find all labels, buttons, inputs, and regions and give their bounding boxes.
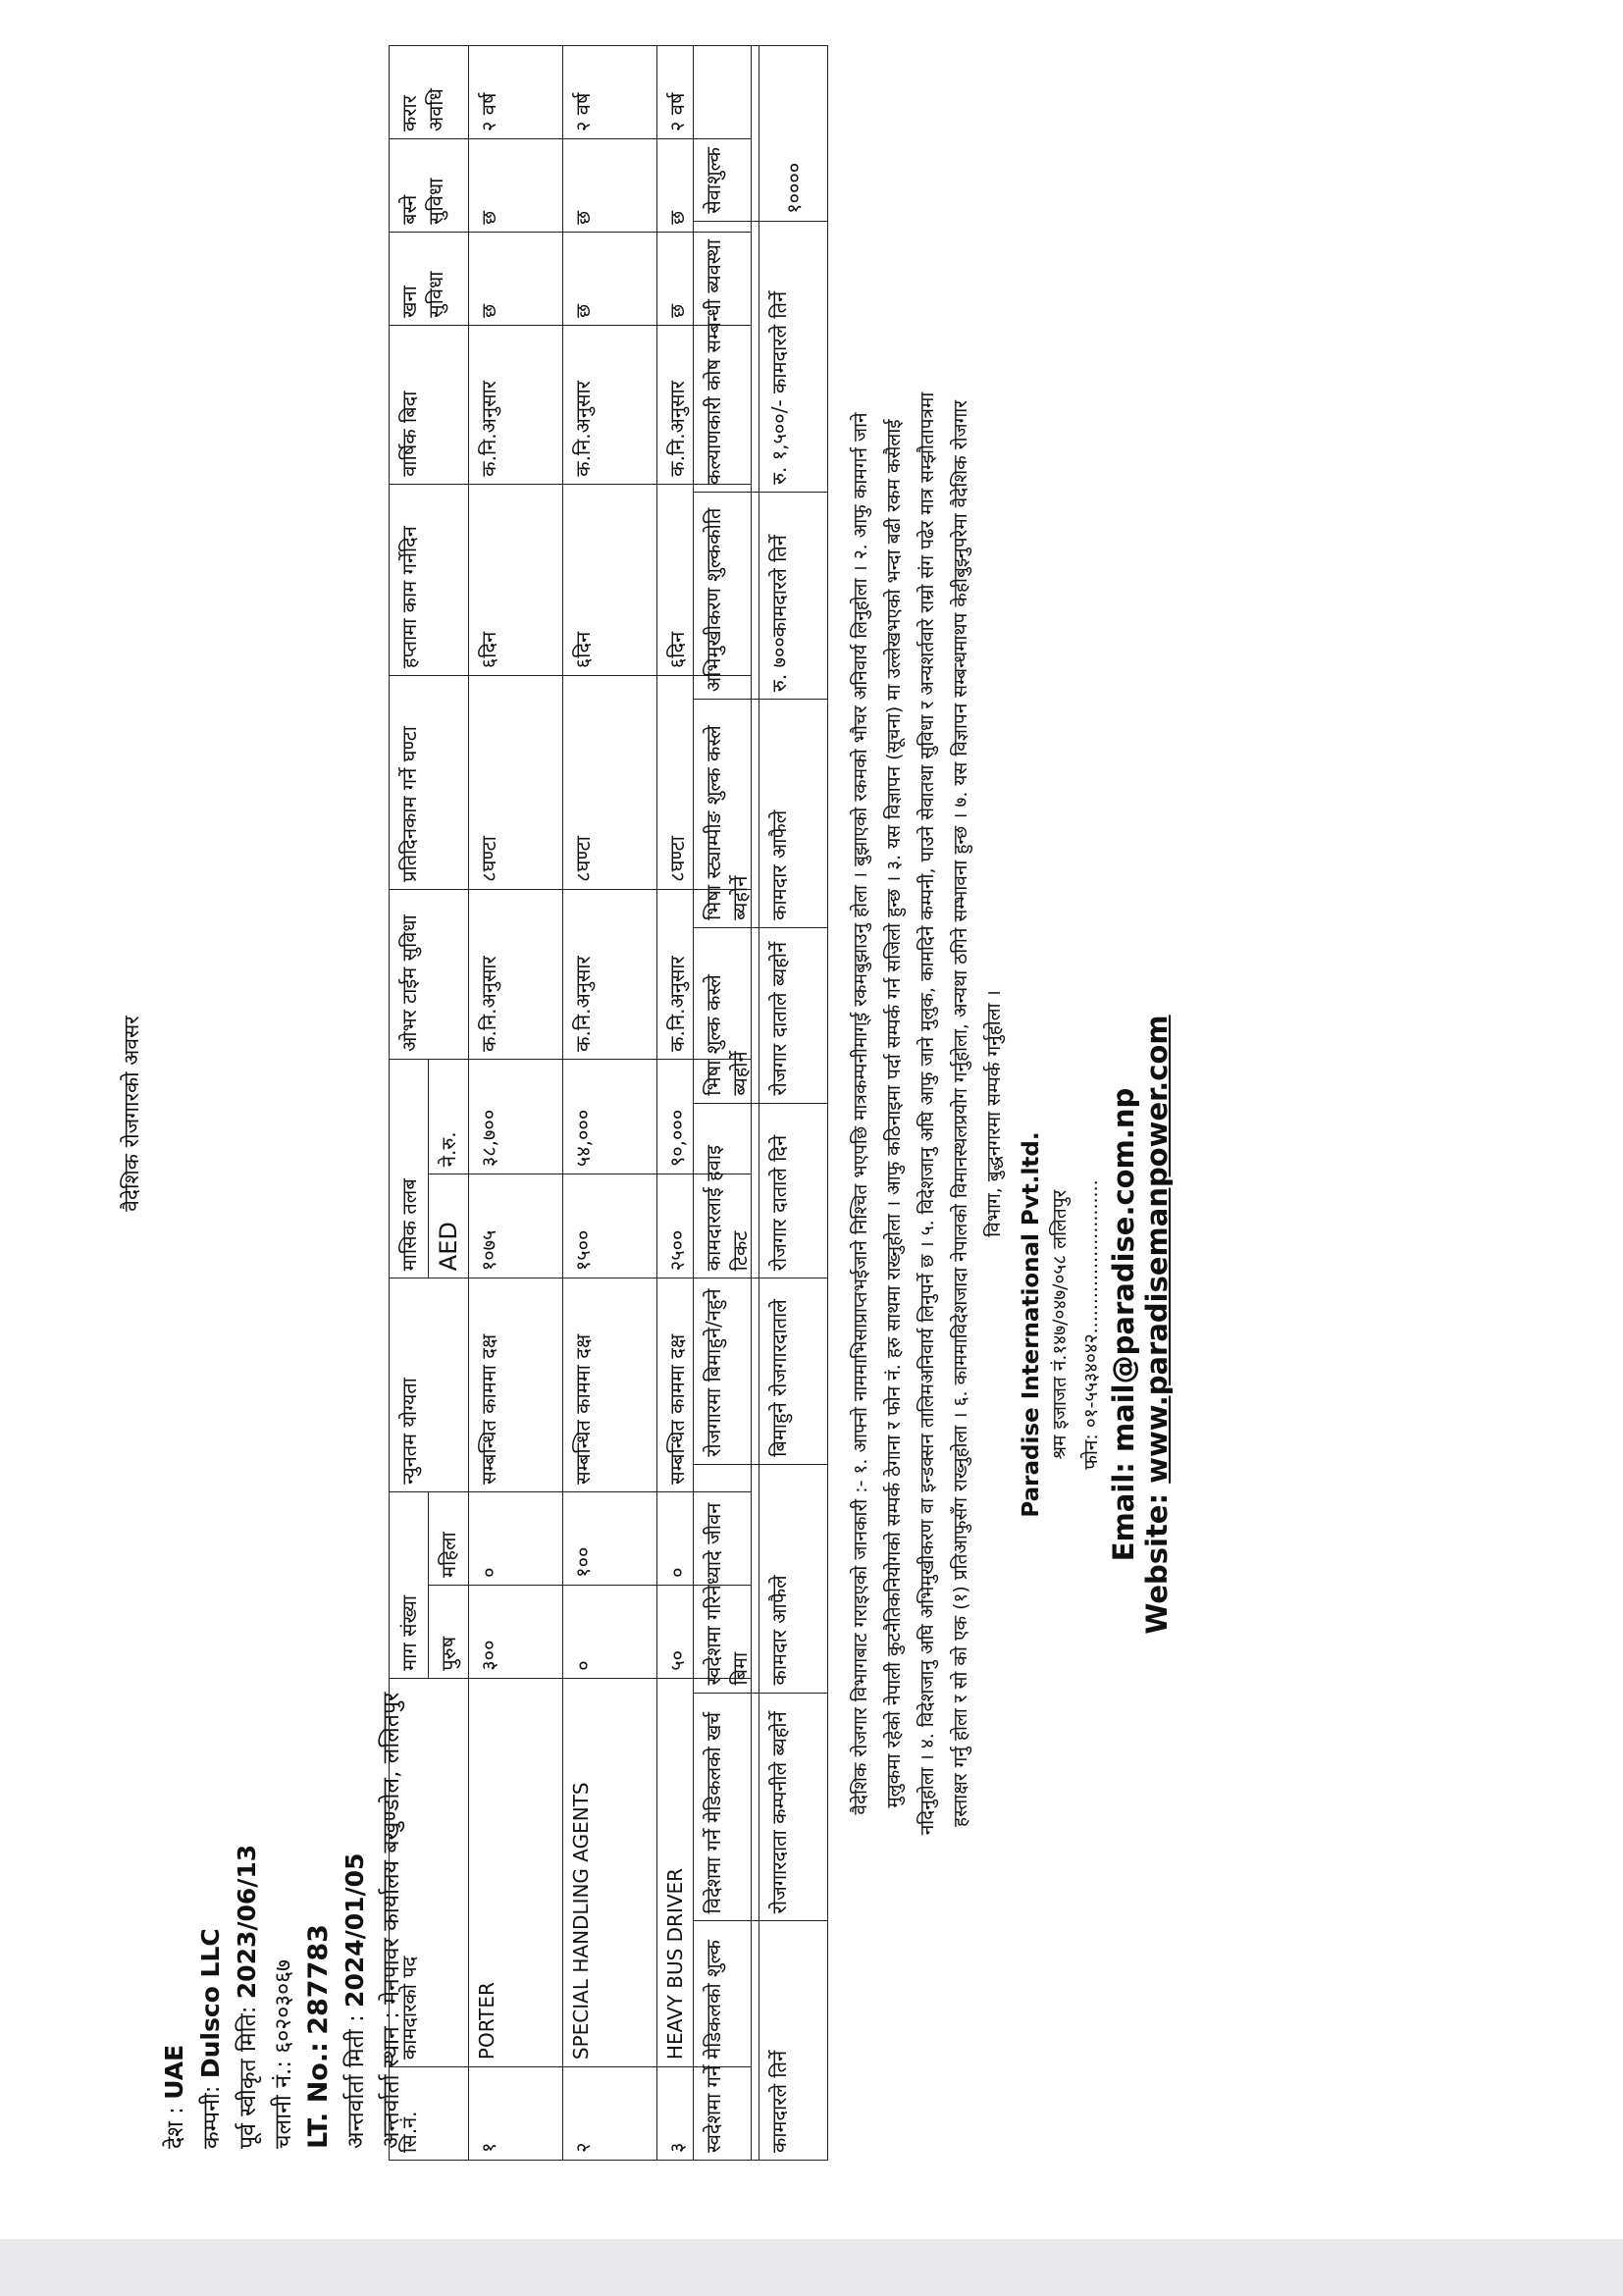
cell-accommodation: छ (657, 139, 752, 233)
cell-npr: ५४,००० (563, 1059, 657, 1174)
cell-female: १०० (563, 1491, 657, 1585)
company-name: Paradise International Pvt.ltd. (1019, 1131, 1044, 1518)
cell-female: ० (657, 1491, 752, 1585)
fee-cell-visa-fee: रोजगार दाताले ब्यहोर्ने (759, 927, 828, 1103)
cell-aed: १५०० (563, 1174, 657, 1278)
th-food: खना सुविधा (390, 232, 469, 325)
pre-approval-date: 2023/06/13 (233, 1844, 261, 2000)
cell-contract: २ वर्ष (469, 46, 563, 139)
fee-th-air-ticket: कामदारलाई हवाइ टिकट (694, 1103, 759, 1278)
cell-weekly-days: ६दिन (657, 484, 752, 675)
cell-qualification: सम्बन्धित काममा दक्ष (657, 1278, 752, 1492)
cell-qualification: सम्बन्धित काममा दक्ष (563, 1278, 657, 1492)
cell-annual-leave: क.नि.अनुसार (563, 325, 657, 484)
cell-position: SPECIAL HANDLING AGENTS (563, 1678, 657, 2066)
cell-aed: १०७५ (469, 1174, 563, 1278)
country-line: देश : UAE (160, 2044, 188, 2149)
cell-weekly-days: ६दिन (469, 484, 563, 675)
cell-food: छ (563, 232, 657, 325)
note-line: वैदेशिक रोजगार विभागबाट गराइएको जानकारी :- १. आफ्नो नाममाभिसाप्राप्तभईजाने निश्चित भएपछि मात्रकम्पनीमाग्ई रकमबुझाउनु होला । बुझाएको रकमको भौचर अनिवार्य लिनुहोला । २. आफु कामगर्न जाने (850, 412, 871, 1815)
company-value: Dulsco LLC (196, 1928, 225, 2079)
job-table-header-row (390, 46, 429, 2161)
cell-male: ५० (657, 1585, 752, 1678)
cell-female: ० (469, 1491, 563, 1585)
company-line: कम्पनी: Dulsco LLC (196, 1928, 225, 2149)
website-label: Website: (1140, 1492, 1174, 1635)
notes-block (844, 59, 1011, 2168)
company-block (1019, 893, 1174, 1756)
fee-cell-visa-stamping: कामदार आफैले (759, 700, 828, 928)
cell-daily-hours: ८घण्टा (657, 676, 752, 890)
cell-food: छ (469, 232, 563, 325)
job-row (563, 46, 657, 2161)
cell-aed: २५०० (657, 1174, 752, 1278)
th-aed: AED (429, 1174, 469, 1278)
note-line: मुलुकमा रहेको नेपाली कुटनैतिकनियोगको सम्पर्क ठेगाना र फोन नं. हरु साथमा राख्नुहोला । आफु कठिनाइमा पर्दा सम्पर्क गर्न सजिलो हुन्छ । ३. यस विज्ञापन (सूचना) मा उल्लेखभएको भन्दा बढी रकम कसैलाई (883, 419, 905, 1808)
cell-overtime: क.नि.अनुसार (563, 889, 657, 1059)
cell-sn: १ (469, 2067, 563, 2161)
fee-cell-life-insurance: कामदार आफैले (759, 1464, 828, 1693)
email-address: Email: mail@paradise.com.np (1107, 1087, 1140, 1562)
fee-table-header-row (694, 46, 759, 2161)
lt-number: 287783 (303, 1924, 334, 2035)
th-contract: करार अवधि (390, 46, 469, 139)
document-title: वैदेशिक रोजगारको अवसर (120, 1016, 143, 1212)
th-sn: सि.नं. (390, 2067, 469, 2161)
cell-male: ० (563, 1585, 657, 1678)
note-line: विभाग, बुद्धनगरमा सम्पर्क गर्नुहोला । (983, 990, 1005, 1237)
th-overtime: ओभर टाईम सुविधा (390, 889, 469, 1059)
fee-th-service-charge: सेवाशुल्क (694, 46, 759, 222)
fee-cell-abroad-medical: रोजगारदाता कम्पनीले ब्यहोर्ने (759, 1693, 828, 1921)
interview-place: मेनपावर कार्यालय बखुण्डोल, ललितपुर (379, 1692, 404, 2005)
note-line: हस्ताक्षर गर्नु होला र सो को एक (१) प्रतिआफुसँग राख्नुहोला । ६. काममाविदेशजादा नेपालको विमानस्थलप्रयोग गर्नुहोला, अन्यथा ठगिने सम्भावना हुन्छ । ७. यस विज्ञापन सम्बन्धमाथप केहीबुझ्नुपरेमा वैदेशिक रोजगार (950, 400, 971, 1828)
cell-position: HEAVY BUS DRIVER (657, 1678, 752, 2066)
cell-position: PORTER (469, 1678, 563, 2066)
interview-date-line: अन्तर्वार्ता मिती : 2024/01/05 (340, 1852, 369, 2149)
fee-cell-orientation: रु. ७००कामदारले तिर्ने (759, 492, 828, 699)
fee-th-visa-stamping: भिषा स्ट्याम्पीङ शुल्क कस्ले ब्यहोर्ने (694, 700, 759, 928)
header-block (157, 1693, 409, 2149)
th-daily-hours: प्रतिदिनकाम गर्ने घण्टा (390, 676, 469, 890)
cell-overtime: क.नि.अनुसार (657, 889, 752, 1059)
th-weekly-days: हप्तामा काम गर्नेदिन (390, 484, 469, 675)
fee-cell-service-charge: १०००० (759, 46, 828, 222)
cell-npr: ९०,००० (657, 1059, 752, 1174)
fee-th-abroad-medical: विदेशमा गर्ने मेडिकलको खर्च (694, 1693, 759, 1921)
phone-number: फोन: ०१-५५३४०४२.......................... (1080, 1179, 1102, 1470)
cell-daily-hours: ८घण्टा (563, 676, 657, 890)
dispatch-number: ६०२०३०६७ (271, 1958, 296, 2054)
note-line: नदिनुहोला । ४. विदेशजानु अघि अभिमुखीकरण वा इन्डक्सन तालिमअनिवार्य लिनुपर्ने छ । ५. विदेशजानु अघि आफु जाने मुलुक, कामदिने कम्पनी, पाउने सेवातथा सुविधा र अन्यशर्तवारे राम्रो संग पढेर मात्र सम्झौतापत्रमा (916, 391, 938, 1836)
website-link[interactable]: www.paradisemanpower.com (1140, 1015, 1174, 1484)
cell-annual-leave: क.नि.अनुसार (657, 325, 752, 484)
fee-th-orientation: अभिमुखीकरण शुल्ककोति (694, 492, 759, 699)
rotated-sheet (118, 39, 1207, 2188)
job-row (469, 46, 563, 2161)
cell-qualification: सम्बन्धित काममा दक्ष (469, 1278, 563, 1492)
cell-npr: ३८,७०० (469, 1059, 563, 1174)
cell-contract: २ वर्ष (563, 46, 657, 139)
lt-line: LT. No.: 287783 (303, 1924, 334, 2149)
interview-place-line: अन्तर्वार्ता स्थान : मेनपावर कार्यालय बखुण्डोल, ललितपुर (379, 1692, 404, 2149)
page-bottom-strip (0, 2239, 1623, 2296)
th-npr: ने.रु. (429, 1059, 469, 1174)
cell-contract: २ वर्ष (657, 46, 752, 139)
cell-annual-leave: क.नि.अनुसार (469, 325, 563, 484)
cell-food: छ (657, 232, 752, 325)
th-qualification: न्युनतम योग्यता (390, 1278, 469, 1492)
cell-weekly-days: ६दिन (563, 484, 657, 675)
cell-male: ३०० (469, 1585, 563, 1678)
th-female: महिला (429, 1491, 469, 1585)
th-accommodation: बस्ने सुविधा (390, 139, 469, 233)
pre-approval-line: पूर्व स्वीकृत मिति: 2023/06/13 (233, 1844, 261, 2149)
cell-sn: २ (563, 2067, 657, 2161)
license-number: श्रम इजाजत नं.१४७/०४७/०५८ ललितपुर (1049, 1189, 1071, 1460)
fee-table (693, 45, 828, 2161)
th-male: पुरुष (429, 1585, 469, 1678)
country-value: UAE (160, 2044, 188, 2100)
fee-th-welfare-fund: कल्याणकारी कोष सम्बन्धी ब्यवस्था (694, 221, 759, 492)
fee-cell-air-ticket: रोजगार दाताले दिने (759, 1103, 828, 1278)
fee-table-value-row (759, 46, 828, 2161)
dispatch-line: चलानी नं.: ६०२०३०६७ (271, 1958, 296, 2149)
cell-sn: ३ (657, 2067, 752, 2161)
cell-accommodation: छ (563, 139, 657, 233)
th-position: कामदारको पद (390, 1678, 469, 2066)
fee-cell-welfare-fund: रु. १,५००/- कामदारले तिर्ने (759, 221, 828, 492)
cell-overtime: क.नि.अनुसार (469, 889, 563, 1059)
fee-cell-home-medical: कामदारले तिर्ने (759, 1921, 828, 2161)
cell-accommodation: छ (469, 139, 563, 233)
th-annual-leave: वार्षिक बिदा (390, 325, 469, 484)
fee-th-employment-insurance: रोजगारमा बिमाहुने/नहुने (694, 1278, 759, 1465)
fee-th-life-insurance: स्वदेशमा गरिनेध्यादे जीवन बिमा (694, 1464, 759, 1693)
th-demand: माग संख्या (390, 1491, 429, 1678)
fee-cell-employment-insurance: बिमाहुने रोजगारदाताले (759, 1278, 828, 1465)
fee-th-visa-fee: भिषा शुल्क कस्ले ब्यहोर्ने (694, 927, 759, 1103)
interview-date: 2024/01/05 (340, 1852, 369, 2008)
cell-daily-hours: ८घण्टा (469, 676, 563, 890)
th-salary: मासिक तलब (390, 1059, 429, 1278)
fee-th-home-medical: स्वदेशमा गर्ने मेडिकलको शुल्क (694, 1921, 759, 2161)
website-line (1140, 893, 1174, 1756)
